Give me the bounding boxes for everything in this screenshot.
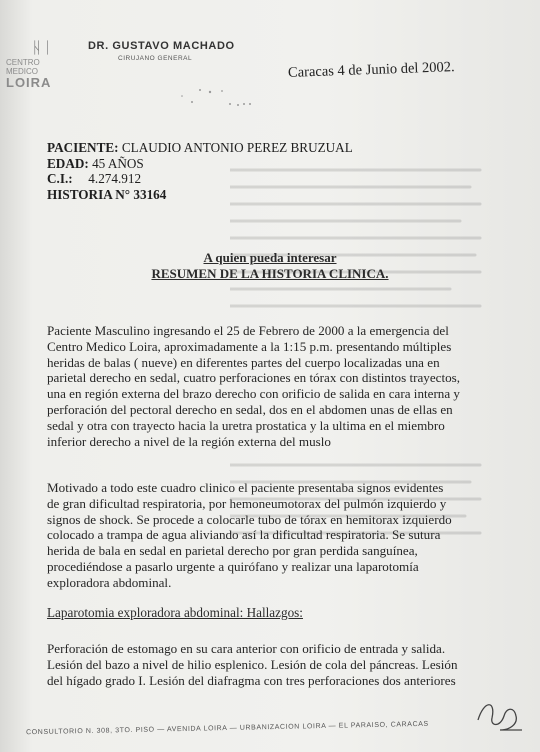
patient-name: CLAUDIO ANTONIO PEREZ BRUZUAL bbox=[121, 140, 353, 155]
text-line: Motivado a todo este cuadro clinico el paciente presentaba signos evidentes bbox=[47, 480, 444, 495]
text-line: inferior derecho a nivel de la región externa del muslo bbox=[47, 433, 331, 449]
letterhead bbox=[88, 40, 235, 62]
history-number: HISTORIA N° 33164 bbox=[47, 186, 167, 202]
patient-label: PACIENTE: bbox=[47, 140, 119, 155]
stamp-smudge bbox=[170, 82, 260, 112]
text-line: signos de shock. Se procede a colocarle tubo de tórax en hemitorax izquierdo bbox=[47, 511, 452, 527]
text-line: parietal derecho en sedal, cuatro perforaciones en tórax con distintos trayectos, bbox=[47, 370, 461, 386]
text-line: Lesión del bazo a nivel de hilio esplenico. Lesión de cola del páncreas. Lesión bbox=[47, 656, 458, 672]
patient-ci: 4.274.912 bbox=[88, 171, 142, 186]
text-line: perforación del pectoral derecho en sedal, dos en el abdomen unas de ellas en bbox=[47, 401, 453, 417]
text-line: de gran dificultad respiratoria, por hemoneumotorax del pulmón izquierdo y bbox=[47, 495, 447, 511]
text-line: Centro Medico Loira, aproximadamente a la 1:15 p.m. presentando múltiples bbox=[47, 338, 452, 354]
paragraph-admission bbox=[47, 323, 479, 449]
logo-line-1: CENTRO bbox=[6, 58, 40, 67]
logo-emblem-icon: ᚺᛁ bbox=[32, 40, 54, 57]
text-line: sedal y otra con trayecto hacia la uretra prostatica y la ultima en el miembro bbox=[47, 417, 445, 433]
text-line: Perforación de estomago en su cara anterior con orificio de entrada y salida. bbox=[47, 641, 446, 656]
text-line: procediéndose a pasarlo urgente a quirófano y realizar una laparotomía bbox=[47, 558, 419, 574]
findings-subheading: Laparotomia exploradora abdominal: Hallazgos: bbox=[47, 605, 303, 620]
letterhead-footer: CONSULTORIO N. 308, 3TO. PISO — AVENIDA LOIRA — URBANIZACION LOIRA — EL PARAISO, CARACAS bbox=[25, 720, 429, 737]
patient-info bbox=[47, 140, 353, 202]
text-line: heridas de balas ( nueve) en diferentes partes del cuerpo localizadas una en bbox=[47, 354, 440, 370]
paragraph-treatment bbox=[47, 480, 479, 591]
text-line: herida de bala en sedal en parietal derecho por gran perdida sanguínea, bbox=[47, 543, 418, 559]
paragraph-findings bbox=[47, 641, 479, 688]
document-date: Caracas 4 de Junio del 2002. bbox=[287, 59, 455, 81]
text-line: del hígado grado I. Lesión del diafragma con tres perforaciones dos anteriores bbox=[47, 672, 456, 688]
ci-label: C.I.: bbox=[47, 171, 73, 186]
patient-name-row bbox=[47, 140, 353, 156]
text-line: Paciente Masculino ingresando el 25 de Febrero de 2000 a la emergencia del bbox=[47, 323, 449, 338]
salutation: A quien pueda interesar bbox=[203, 250, 337, 265]
text-line: colocado a trampa de agua aliviando así la dificultad respiratoria. Se sutura bbox=[47, 527, 441, 543]
patient-age-row bbox=[47, 156, 353, 172]
document-heading bbox=[0, 250, 540, 282]
clinic-logo bbox=[6, 40, 54, 110]
document-title: RESUMEN DE LA HISTORIA CLINICA. bbox=[151, 266, 389, 281]
text-line: exploradora abdominal. bbox=[47, 574, 172, 590]
doctor-name: DR. GUSTAVO MACHADO bbox=[88, 40, 235, 52]
age-label: EDAD: bbox=[47, 155, 89, 171]
logo-line-3: LOIRA bbox=[6, 75, 52, 90]
patient-age: 45 AÑOS bbox=[92, 155, 144, 171]
logo-text bbox=[6, 58, 54, 89]
logo-line-2: MEDICO bbox=[6, 67, 38, 76]
doctor-specialty: CIRUJANO GENERAL bbox=[118, 55, 193, 62]
text-line: una en región externa del brazo derecho con orificio de salida en cara interna y bbox=[47, 386, 460, 402]
signature bbox=[470, 690, 530, 740]
patient-history-row bbox=[47, 187, 353, 203]
patient-ci-row bbox=[47, 171, 353, 187]
